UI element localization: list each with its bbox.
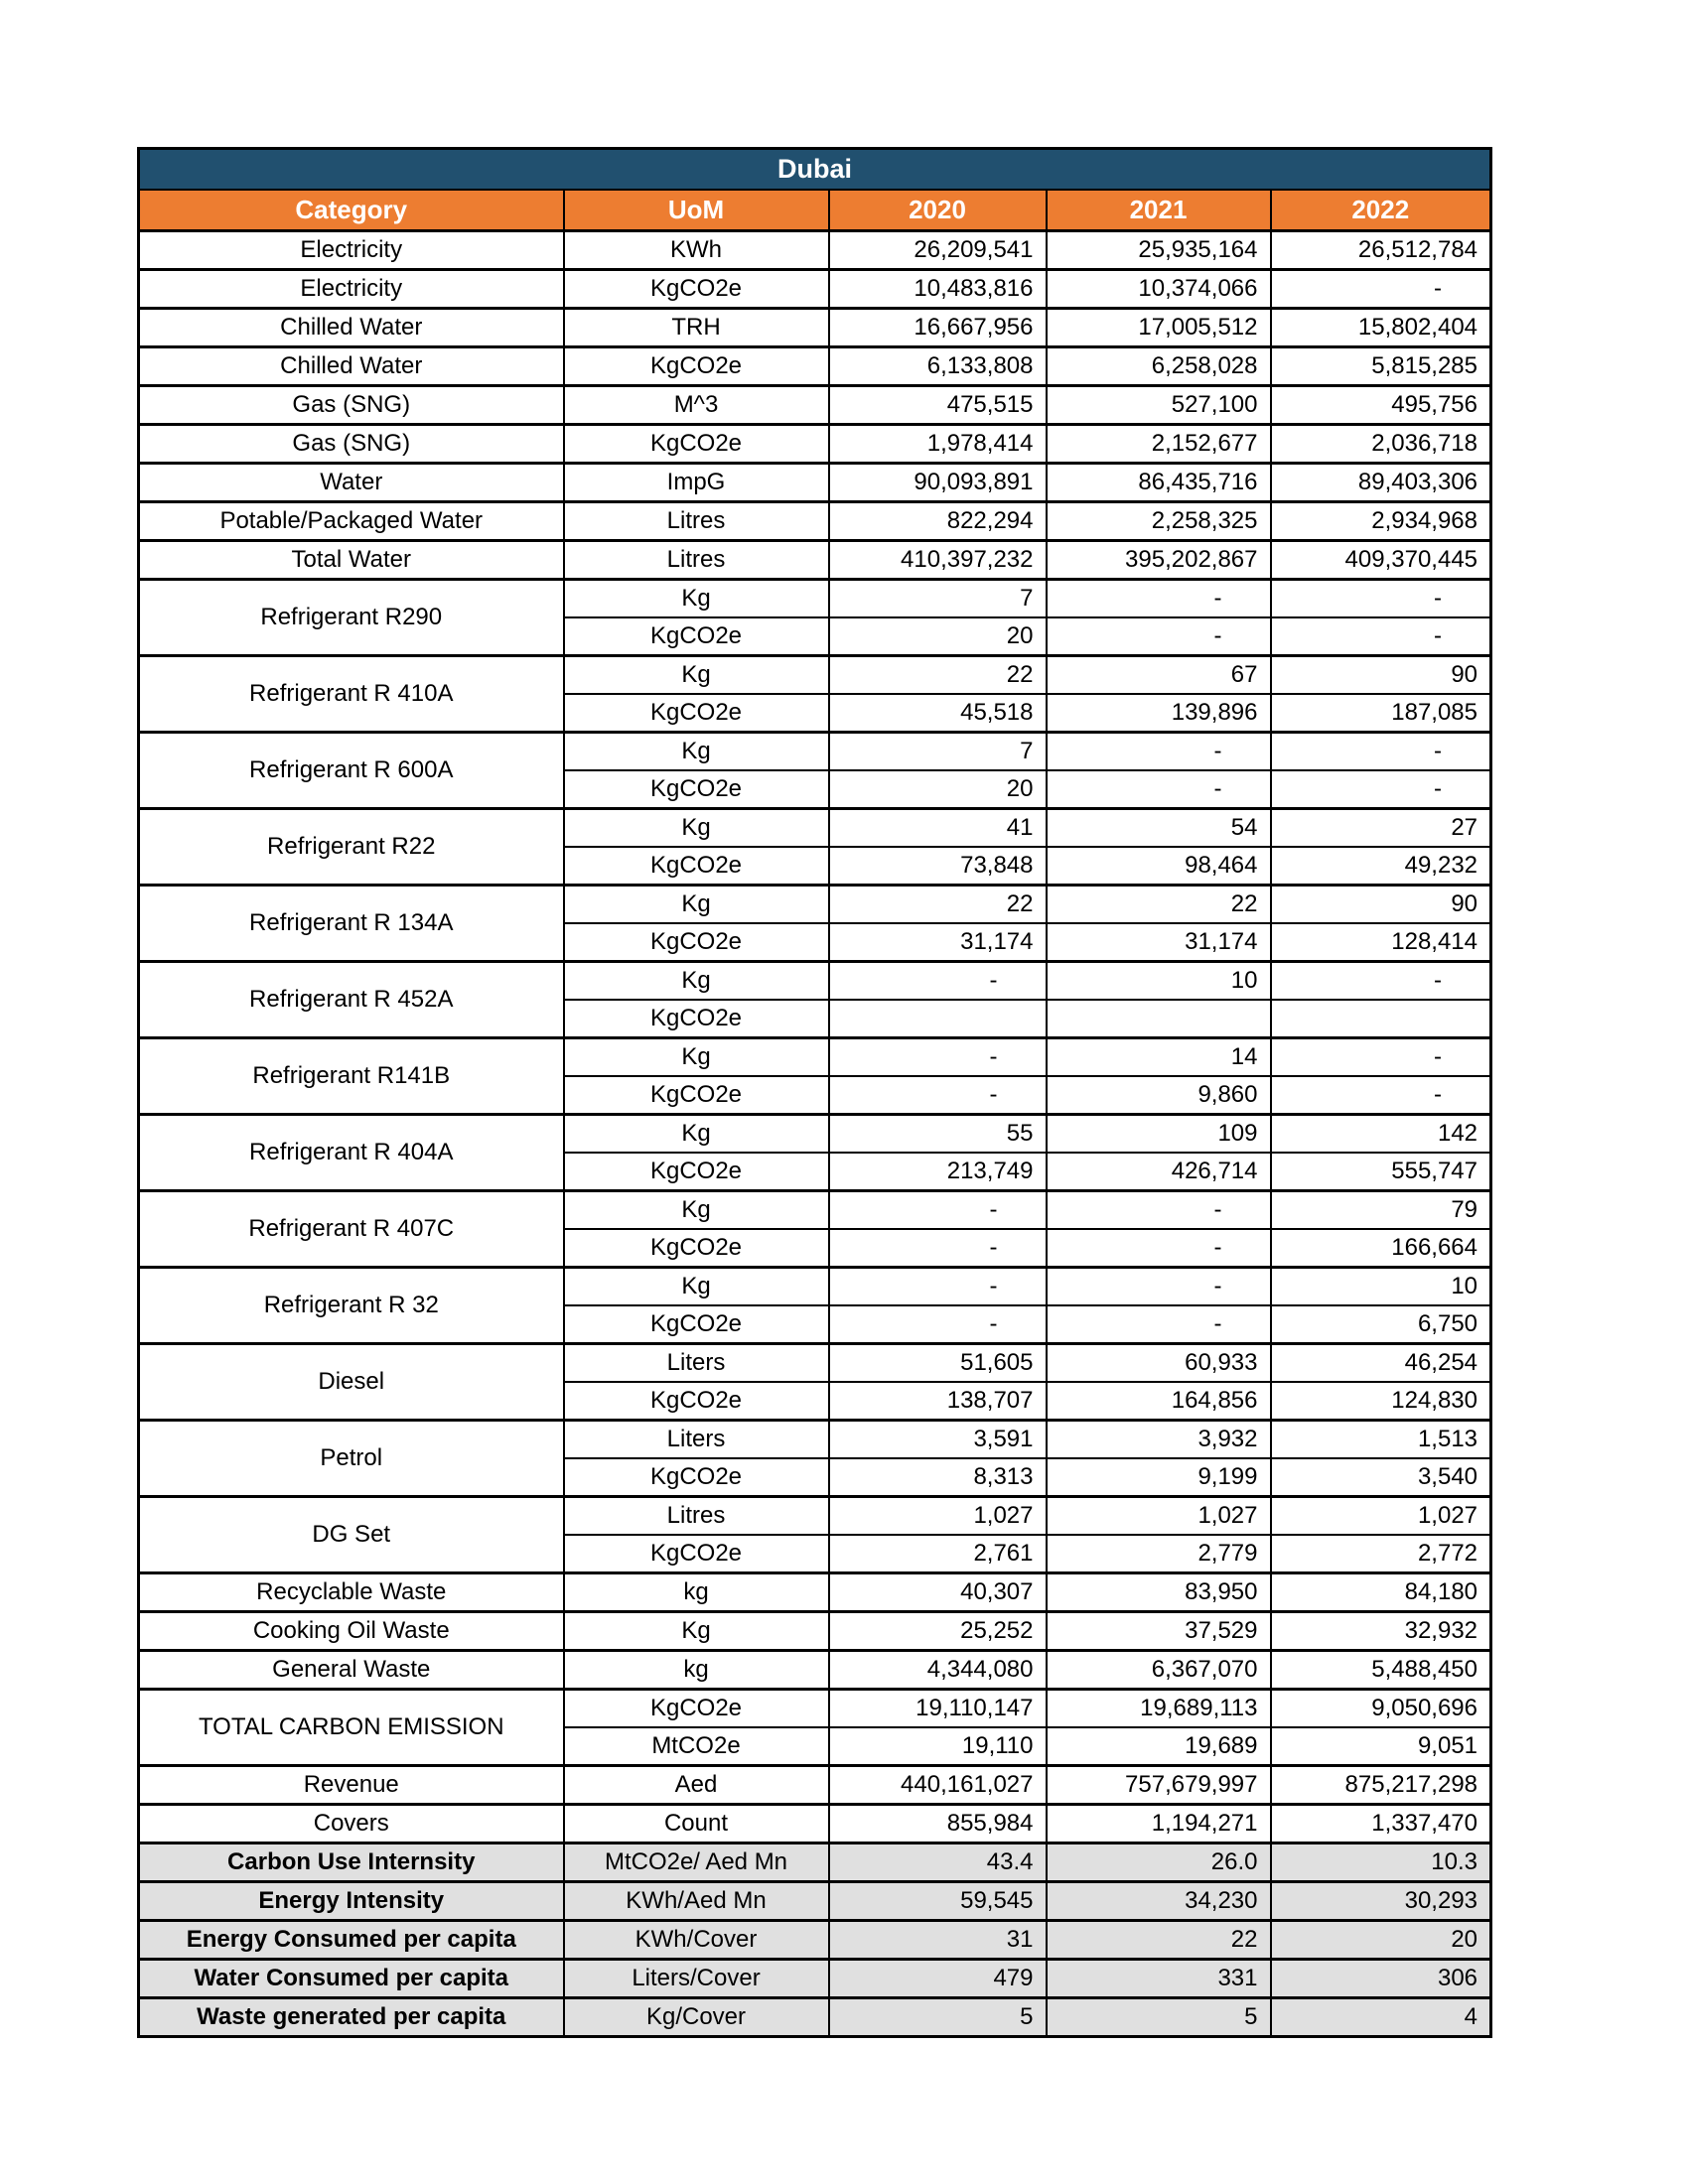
value-cell-2022: 875,217,298: [1271, 1766, 1491, 1805]
value-cell-2021: -: [1047, 617, 1271, 656]
value-cell-2022: -: [1271, 733, 1491, 771]
value-cell-2022: 4: [1271, 1998, 1491, 2037]
uom-cell: TRH: [564, 309, 829, 347]
value-cell-2021: 757,679,997: [1047, 1766, 1271, 1805]
uom-cell: Kg: [564, 1038, 829, 1077]
value-cell-2021: 98,464: [1047, 847, 1271, 886]
value-cell-2020: 475,515: [829, 386, 1047, 425]
table-row: [139, 1805, 1491, 1843]
uom-cell: KgCO2e: [564, 347, 829, 386]
value-cell-2021: 5: [1047, 1998, 1271, 2037]
value-cell-2020: -: [829, 1268, 1047, 1306]
value-cell-2020: 90,093,891: [829, 464, 1047, 502]
table-row: [139, 656, 1491, 695]
uom-cell: Kg: [564, 962, 829, 1001]
value-cell-2022: 26,512,784: [1271, 231, 1491, 270]
value-cell-2021: 109: [1047, 1115, 1271, 1154]
category-cell: Waste generated per capita: [139, 1998, 564, 2037]
uom-cell: KgCO2e: [564, 1458, 829, 1497]
table-row: [139, 1843, 1491, 1882]
column-header-uom: UoM: [564, 190, 829, 231]
table-row: [139, 1921, 1491, 1960]
uom-cell: Kg: [564, 1268, 829, 1306]
uom-cell: KgCO2e: [564, 923, 829, 962]
category-cell: Diesel: [139, 1344, 564, 1421]
table-row: [139, 1421, 1491, 1459]
uom-cell: ImpG: [564, 464, 829, 502]
value-cell-2022: -: [1271, 962, 1491, 1001]
value-cell-2021: 9,860: [1047, 1076, 1271, 1115]
uom-cell: KgCO2e: [564, 770, 829, 809]
value-cell-2020: 4,344,080: [829, 1651, 1047, 1690]
table-row: [139, 962, 1491, 1001]
category-cell: Refrigerant R141B: [139, 1038, 564, 1115]
value-cell-2021: -: [1047, 1305, 1271, 1344]
uom-cell: KgCO2e: [564, 1690, 829, 1728]
value-cell-2020: 2,761: [829, 1535, 1047, 1573]
value-cell-2021: 26.0: [1047, 1843, 1271, 1882]
uom-cell: KgCO2e: [564, 1000, 829, 1038]
uom-cell: Kg/Cover: [564, 1998, 829, 2037]
value-cell-2021: 395,202,867: [1047, 541, 1271, 580]
table-row: [139, 886, 1491, 924]
category-cell: Electricity: [139, 231, 564, 270]
value-cell-2022: 555,747: [1271, 1153, 1491, 1191]
value-cell-2020: 10,483,816: [829, 270, 1047, 309]
uom-cell: kg: [564, 1573, 829, 1612]
category-cell: Water Consumed per capita: [139, 1960, 564, 1998]
category-cell: Gas (SNG): [139, 425, 564, 464]
value-cell-2021: 83,950: [1047, 1573, 1271, 1612]
table-row: [139, 464, 1491, 502]
value-cell-2020: -: [829, 962, 1047, 1001]
value-cell-2020: 855,984: [829, 1805, 1047, 1843]
value-cell-2022: 2,772: [1271, 1535, 1491, 1573]
value-cell-2022: 79: [1271, 1191, 1491, 1230]
category-cell: Energy Consumed per capita: [139, 1921, 564, 1960]
dubai-emissions-table: [137, 147, 1492, 2038]
value-cell-2022: 2,036,718: [1271, 425, 1491, 464]
value-cell-2022: 9,051: [1271, 1727, 1491, 1766]
value-cell-2022: 409,370,445: [1271, 541, 1491, 580]
value-cell-2022: -: [1271, 1038, 1491, 1077]
uom-cell: KgCO2e: [564, 1153, 829, 1191]
value-cell-2021: 9,199: [1047, 1458, 1271, 1497]
value-cell-2020: 1,027: [829, 1497, 1047, 1536]
value-cell-2022: 187,085: [1271, 694, 1491, 733]
value-cell-2022: 89,403,306: [1271, 464, 1491, 502]
uom-cell: KgCO2e: [564, 617, 829, 656]
value-cell-2020: 138,707: [829, 1382, 1047, 1421]
value-cell-2020: 31: [829, 1921, 1047, 1960]
value-cell-2021: 3,932: [1047, 1421, 1271, 1459]
uom-cell: KgCO2e: [564, 694, 829, 733]
table-row: [139, 1766, 1491, 1805]
table-row: [139, 1268, 1491, 1306]
value-cell-2020: 25,252: [829, 1612, 1047, 1651]
uom-cell: Litres: [564, 502, 829, 541]
table-row: [139, 1882, 1491, 1921]
category-cell: Water: [139, 464, 564, 502]
uom-cell: Aed: [564, 1766, 829, 1805]
value-cell-2021: 60,933: [1047, 1344, 1271, 1383]
value-cell-2020: 822,294: [829, 502, 1047, 541]
value-cell-2021: 31,174: [1047, 923, 1271, 962]
value-cell-2021: 54: [1047, 809, 1271, 848]
value-cell-2021: -: [1047, 1268, 1271, 1306]
table-row: [139, 541, 1491, 580]
column-header-category: Category: [139, 190, 564, 231]
value-cell-2021: 14: [1047, 1038, 1271, 1077]
value-cell-2021: 25,935,164: [1047, 231, 1271, 270]
uom-cell: KgCO2e: [564, 270, 829, 309]
value-cell-2020: -: [829, 1076, 1047, 1115]
category-cell: Total Water: [139, 541, 564, 580]
category-cell: Gas (SNG): [139, 386, 564, 425]
value-cell-2020: 7: [829, 580, 1047, 618]
category-cell: Carbon Use Internsity: [139, 1843, 564, 1882]
value-cell-2021: 67: [1047, 656, 1271, 695]
value-cell-2020: 19,110: [829, 1727, 1047, 1766]
table-row: [139, 1998, 1491, 2037]
table-row: [139, 733, 1491, 771]
value-cell-2022: 124,830: [1271, 1382, 1491, 1421]
value-cell-2022: -: [1271, 270, 1491, 309]
value-cell-2021: -: [1047, 1191, 1271, 1230]
value-cell-2021: 1,027: [1047, 1497, 1271, 1536]
value-cell-2020: -: [829, 1038, 1047, 1077]
value-cell-2020: 5: [829, 1998, 1047, 2037]
value-cell-2021: 10,374,066: [1047, 270, 1271, 309]
table-body: [139, 231, 1491, 2037]
uom-cell: Kg: [564, 809, 829, 848]
uom-cell: KWh/Aed Mn: [564, 1882, 829, 1921]
report-sheet: [137, 147, 1492, 2038]
value-cell-2021: 19,689,113: [1047, 1690, 1271, 1728]
value-cell-2022: 2,934,968: [1271, 502, 1491, 541]
value-cell-2021: 6,258,028: [1047, 347, 1271, 386]
uom-cell: Kg: [564, 580, 829, 618]
table-row: [139, 502, 1491, 541]
uom-cell: M^3: [564, 386, 829, 425]
value-cell-2021: -: [1047, 733, 1271, 771]
value-cell-2021: 164,856: [1047, 1382, 1271, 1421]
category-cell: Refrigerant R 32: [139, 1268, 564, 1344]
value-cell-2022: [1271, 1000, 1491, 1038]
value-cell-2021: 10: [1047, 962, 1271, 1001]
value-cell-2020: 410,397,232: [829, 541, 1047, 580]
value-cell-2021: 37,529: [1047, 1612, 1271, 1651]
table-row: [139, 1573, 1491, 1612]
value-cell-2020: 3,591: [829, 1421, 1047, 1459]
column-header-row: [139, 190, 1491, 231]
value-cell-2021: [1047, 1000, 1271, 1038]
uom-cell: Kg: [564, 886, 829, 924]
value-cell-2022: 1,337,470: [1271, 1805, 1491, 1843]
value-cell-2020: 22: [829, 656, 1047, 695]
value-cell-2022: 10.3: [1271, 1843, 1491, 1882]
uom-cell: Litres: [564, 541, 829, 580]
value-cell-2022: 27: [1271, 809, 1491, 848]
uom-cell: KWh/Cover: [564, 1921, 829, 1960]
table-row: [139, 1651, 1491, 1690]
table-row: [139, 1038, 1491, 1077]
table-row: [139, 809, 1491, 848]
uom-cell: KgCO2e: [564, 425, 829, 464]
value-cell-2022: 5,815,285: [1271, 347, 1491, 386]
value-cell-2020: 1,978,414: [829, 425, 1047, 464]
value-cell-2022: 1,027: [1271, 1497, 1491, 1536]
value-cell-2022: 15,802,404: [1271, 309, 1491, 347]
uom-cell: KgCO2e: [564, 1305, 829, 1344]
value-cell-2020: 26,209,541: [829, 231, 1047, 270]
table-row: [139, 309, 1491, 347]
value-cell-2022: 10: [1271, 1268, 1491, 1306]
category-cell: Energy Intensity: [139, 1882, 564, 1921]
uom-cell: KgCO2e: [564, 1076, 829, 1115]
value-cell-2021: 86,435,716: [1047, 464, 1271, 502]
table-title-row: [139, 149, 1491, 191]
category-cell: Refrigerant R 404A: [139, 1115, 564, 1191]
value-cell-2021: 527,100: [1047, 386, 1271, 425]
table-title: Dubai: [139, 149, 1491, 191]
category-cell: Covers: [139, 1805, 564, 1843]
value-cell-2020: 19,110,147: [829, 1690, 1047, 1728]
table-row: [139, 231, 1491, 270]
category-cell: Cooking Oil Waste: [139, 1612, 564, 1651]
value-cell-2022: 5,488,450: [1271, 1651, 1491, 1690]
table-row: [139, 1344, 1491, 1383]
category-cell: TOTAL CARBON EMISSION: [139, 1690, 564, 1766]
value-cell-2021: 331: [1047, 1960, 1271, 1998]
category-cell: Refrigerant R 134A: [139, 886, 564, 962]
value-cell-2022: 9,050,696: [1271, 1690, 1491, 1728]
category-cell: Chilled Water: [139, 309, 564, 347]
category-cell: Refrigerant R 407C: [139, 1191, 564, 1268]
value-cell-2020: 51,605: [829, 1344, 1047, 1383]
value-cell-2022: 495,756: [1271, 386, 1491, 425]
value-cell-2020: 22: [829, 886, 1047, 924]
column-header-2022: 2022: [1271, 190, 1491, 231]
category-cell: Refrigerant R 452A: [139, 962, 564, 1038]
value-cell-2020: 31,174: [829, 923, 1047, 962]
value-cell-2020: 6,133,808: [829, 347, 1047, 386]
value-cell-2020: 16,667,956: [829, 309, 1047, 347]
category-cell: General Waste: [139, 1651, 564, 1690]
value-cell-2021: -: [1047, 770, 1271, 809]
uom-cell: Kg: [564, 1191, 829, 1230]
value-cell-2022: -: [1271, 617, 1491, 656]
value-cell-2020: 41: [829, 809, 1047, 848]
value-cell-2022: 1,513: [1271, 1421, 1491, 1459]
value-cell-2021: -: [1047, 580, 1271, 618]
uom-cell: Kg: [564, 1115, 829, 1154]
value-cell-2020: 20: [829, 617, 1047, 656]
value-cell-2022: -: [1271, 770, 1491, 809]
category-cell: Chilled Water: [139, 347, 564, 386]
category-cell: Recyclable Waste: [139, 1573, 564, 1612]
value-cell-2021: 19,689: [1047, 1727, 1271, 1766]
uom-cell: Litres: [564, 1497, 829, 1536]
table-row: [139, 1612, 1491, 1651]
value-cell-2022: 30,293: [1271, 1882, 1491, 1921]
category-cell: Refrigerant R 600A: [139, 733, 564, 809]
uom-cell: kg: [564, 1651, 829, 1690]
category-cell: Revenue: [139, 1766, 564, 1805]
table-row: [139, 1690, 1491, 1728]
value-cell-2020: [829, 1000, 1047, 1038]
category-cell: Refrigerant R 410A: [139, 656, 564, 733]
category-cell: Potable/Packaged Water: [139, 502, 564, 541]
uom-cell: KgCO2e: [564, 1382, 829, 1421]
value-cell-2022: -: [1271, 1076, 1491, 1115]
uom-cell: Kg: [564, 656, 829, 695]
value-cell-2020: 59,545: [829, 1882, 1047, 1921]
value-cell-2021: 139,896: [1047, 694, 1271, 733]
value-cell-2022: 142: [1271, 1115, 1491, 1154]
uom-cell: KgCO2e: [564, 847, 829, 886]
value-cell-2021: -: [1047, 1229, 1271, 1268]
value-cell-2021: 426,714: [1047, 1153, 1271, 1191]
category-cell: Electricity: [139, 270, 564, 309]
category-cell: Petrol: [139, 1421, 564, 1497]
uom-cell: MtCO2e: [564, 1727, 829, 1766]
value-cell-2022: 49,232: [1271, 847, 1491, 886]
value-cell-2021: 22: [1047, 1921, 1271, 1960]
value-cell-2022: 84,180: [1271, 1573, 1491, 1612]
uom-cell: Liters: [564, 1421, 829, 1459]
value-cell-2022: 166,664: [1271, 1229, 1491, 1268]
table-row: [139, 1497, 1491, 1536]
table-row: [139, 1115, 1491, 1154]
value-cell-2020: 73,848: [829, 847, 1047, 886]
uom-cell: KgCO2e: [564, 1229, 829, 1268]
value-cell-2021: 17,005,512: [1047, 309, 1271, 347]
uom-cell: Liters/Cover: [564, 1960, 829, 1998]
value-cell-2020: 20: [829, 770, 1047, 809]
table-row: [139, 1191, 1491, 1230]
uom-cell: KgCO2e: [564, 1535, 829, 1573]
value-cell-2022: -: [1271, 580, 1491, 618]
table-row: [139, 425, 1491, 464]
category-cell: DG Set: [139, 1497, 564, 1573]
table-row: [139, 270, 1491, 309]
table-row: [139, 347, 1491, 386]
value-cell-2020: 55: [829, 1115, 1047, 1154]
value-cell-2020: 43.4: [829, 1843, 1047, 1882]
value-cell-2020: 7: [829, 733, 1047, 771]
value-cell-2020: 8,313: [829, 1458, 1047, 1497]
value-cell-2020: 40,307: [829, 1573, 1047, 1612]
value-cell-2021: 2,779: [1047, 1535, 1271, 1573]
table-row: [139, 386, 1491, 425]
value-cell-2022: 90: [1271, 656, 1491, 695]
uom-cell: MtCO2e/ Aed Mn: [564, 1843, 829, 1882]
value-cell-2020: -: [829, 1305, 1047, 1344]
value-cell-2022: 3,540: [1271, 1458, 1491, 1497]
value-cell-2021: 22: [1047, 886, 1271, 924]
uom-cell: Liters: [564, 1344, 829, 1383]
column-header-2020: 2020: [829, 190, 1047, 231]
uom-cell: KWh: [564, 231, 829, 270]
value-cell-2020: 440,161,027: [829, 1766, 1047, 1805]
value-cell-2021: 34,230: [1047, 1882, 1271, 1921]
value-cell-2022: 90: [1271, 886, 1491, 924]
category-cell: Refrigerant R290: [139, 580, 564, 656]
value-cell-2022: 20: [1271, 1921, 1491, 1960]
column-header-2021: 2021: [1047, 190, 1271, 231]
value-cell-2020: 45,518: [829, 694, 1047, 733]
table-row: [139, 580, 1491, 618]
value-cell-2022: 6,750: [1271, 1305, 1491, 1344]
category-cell: Refrigerant R22: [139, 809, 564, 886]
value-cell-2020: -: [829, 1229, 1047, 1268]
uom-cell: Kg: [564, 1612, 829, 1651]
value-cell-2022: 46,254: [1271, 1344, 1491, 1383]
uom-cell: Kg: [564, 733, 829, 771]
value-cell-2022: 32,932: [1271, 1612, 1491, 1651]
value-cell-2021: 1,194,271: [1047, 1805, 1271, 1843]
table-row: [139, 1960, 1491, 1998]
value-cell-2020: -: [829, 1191, 1047, 1230]
value-cell-2020: 479: [829, 1960, 1047, 1998]
uom-cell: Count: [564, 1805, 829, 1843]
value-cell-2021: 6,367,070: [1047, 1651, 1271, 1690]
value-cell-2022: 128,414: [1271, 923, 1491, 962]
value-cell-2021: 2,152,677: [1047, 425, 1271, 464]
value-cell-2021: 2,258,325: [1047, 502, 1271, 541]
value-cell-2022: 306: [1271, 1960, 1491, 1998]
value-cell-2020: 213,749: [829, 1153, 1047, 1191]
